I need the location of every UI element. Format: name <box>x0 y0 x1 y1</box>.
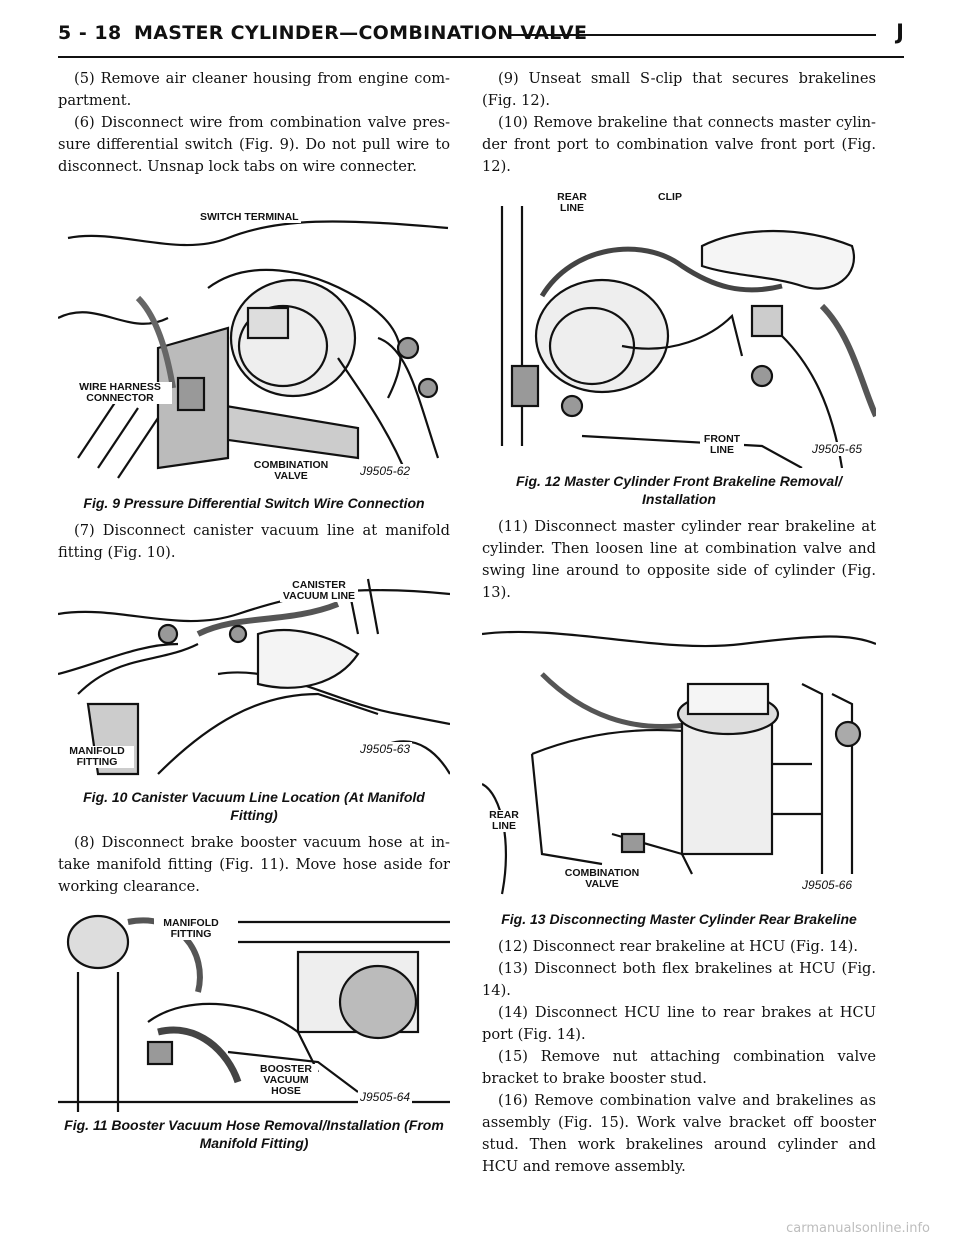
left-column <box>58 68 450 1160</box>
step-11: (11) Disconnect master cylinder rear brakeline at cylinder. Then loosen line at combination valve and swing line around to opposite side of cylinder (Fig. 13). <box>482 518 876 601</box>
step-5: (5) Remove air cleaner housing from engine com- partment. <box>58 70 450 109</box>
figure-13 <box>482 614 876 906</box>
label-combination-valve-13: COMBINATION VALVE <box>560 868 644 890</box>
figure-12 <box>482 186 876 468</box>
step-10: (10) Remove brakeline that connects master cylin- der front port to combination valve front port (Fig. 12). <box>482 114 876 175</box>
page-number: 5 - 18 <box>58 22 122 44</box>
figure-9-code: J9505-62 <box>360 464 411 478</box>
figure-13-illustration <box>482 614 876 906</box>
figure-11-caption: Fig. 11 Booster Vacuum Hose Removal/Installation (From Manifold Fitting) <box>64 1117 444 1151</box>
label-clip: CLIP <box>652 192 688 203</box>
label-manifold-fitting-11: MANIFOLD FITTING <box>154 918 228 940</box>
label-combination-valve: COMBINATION VALVE <box>248 460 334 482</box>
watermark: carmanualsonline.info <box>786 1221 930 1236</box>
label-booster-vacuum-hose: BOOSTER VACUUM HOSE <box>254 1064 318 1097</box>
label-manifold-fitting: MANIFOLD FITTING <box>60 746 134 768</box>
label-rear-line: REAR LINE <box>552 192 592 214</box>
section-title: MASTER CYLINDER—COMBINATION VALVE <box>134 22 588 44</box>
figure-12-caption: Fig. 12 Master Cylinder Front Brakeline Removal/ Installation <box>516 473 842 507</box>
label-rear-line-13: REAR LINE <box>484 810 524 832</box>
step-14: (14) Disconnect HCU line to rear brakes at HCU port (Fig. 14). <box>482 1004 876 1043</box>
figure-11 <box>58 912 450 1112</box>
figure-13-code: J9505-66 <box>802 878 853 892</box>
step-9: (9) Unseat small S-clip that secures brakelines (Fig. 12). <box>482 70 876 109</box>
page-header <box>58 16 904 58</box>
section-letter: J <box>896 20 904 44</box>
figure-10-caption: Fig. 10 Canister Vacuum Line Location (At Manifold Fitting) <box>83 789 425 823</box>
figure-9-caption: Fig. 9 Pressure Differential Switch Wire Connection <box>83 495 425 511</box>
figure-11-code: J9505-64 <box>360 1090 411 1104</box>
figure-13-caption: Fig. 13 Disconnecting Master Cylinder Rear Brakeline <box>501 911 857 927</box>
figure-12-code: J9505-65 <box>812 442 863 456</box>
step-13: (13) Disconnect both flex brakelines at HCU (Fig. 14). <box>482 960 876 999</box>
figure-12-illustration <box>482 186 876 468</box>
label-switch-terminal: SWITCH TERMINAL <box>200 211 299 223</box>
figure-9-illustration <box>58 198 450 490</box>
right-column <box>482 68 876 1178</box>
step-16: (16) Remove combination valve and brakelines as assembly (Fig. 15). Work valve bracket off booster stud. Then work brakelines around cylinder and HCU and remove assembly. <box>482 1092 876 1175</box>
step-15: (15) Remove nut attaching combination valve bracket to brake booster stud. <box>482 1048 876 1087</box>
header-rule <box>510 34 876 36</box>
figure-10-code: J9505-63 <box>360 742 411 756</box>
step-7: (7) Disconnect canister vacuum line at manifold fitting (Fig. 10). <box>58 522 450 561</box>
step-6: (6) Disconnect wire from combination valve pres- sure differential switch (Fig. 9). Do not pull wire to disconnect. Unsnap lock tabs on wire connecter. <box>58 114 450 175</box>
figure-9 <box>58 198 450 490</box>
figure-10 <box>58 574 450 784</box>
label-front-line: FRONT LINE <box>700 434 744 456</box>
label-wire-harness-connector: WIRE HARNESS CONNECTOR <box>68 382 172 404</box>
step-8: (8) Disconnect brake booster vacuum hose at in- take manifold fitting (Fig. 11). Move hose aside for working clearance. <box>58 834 450 895</box>
step-12: (12) Disconnect rear brakeline at HCU (Fig. 14). <box>498 938 859 955</box>
label-canister-vacuum-line: CANISTER VACUUM LINE <box>280 580 358 602</box>
